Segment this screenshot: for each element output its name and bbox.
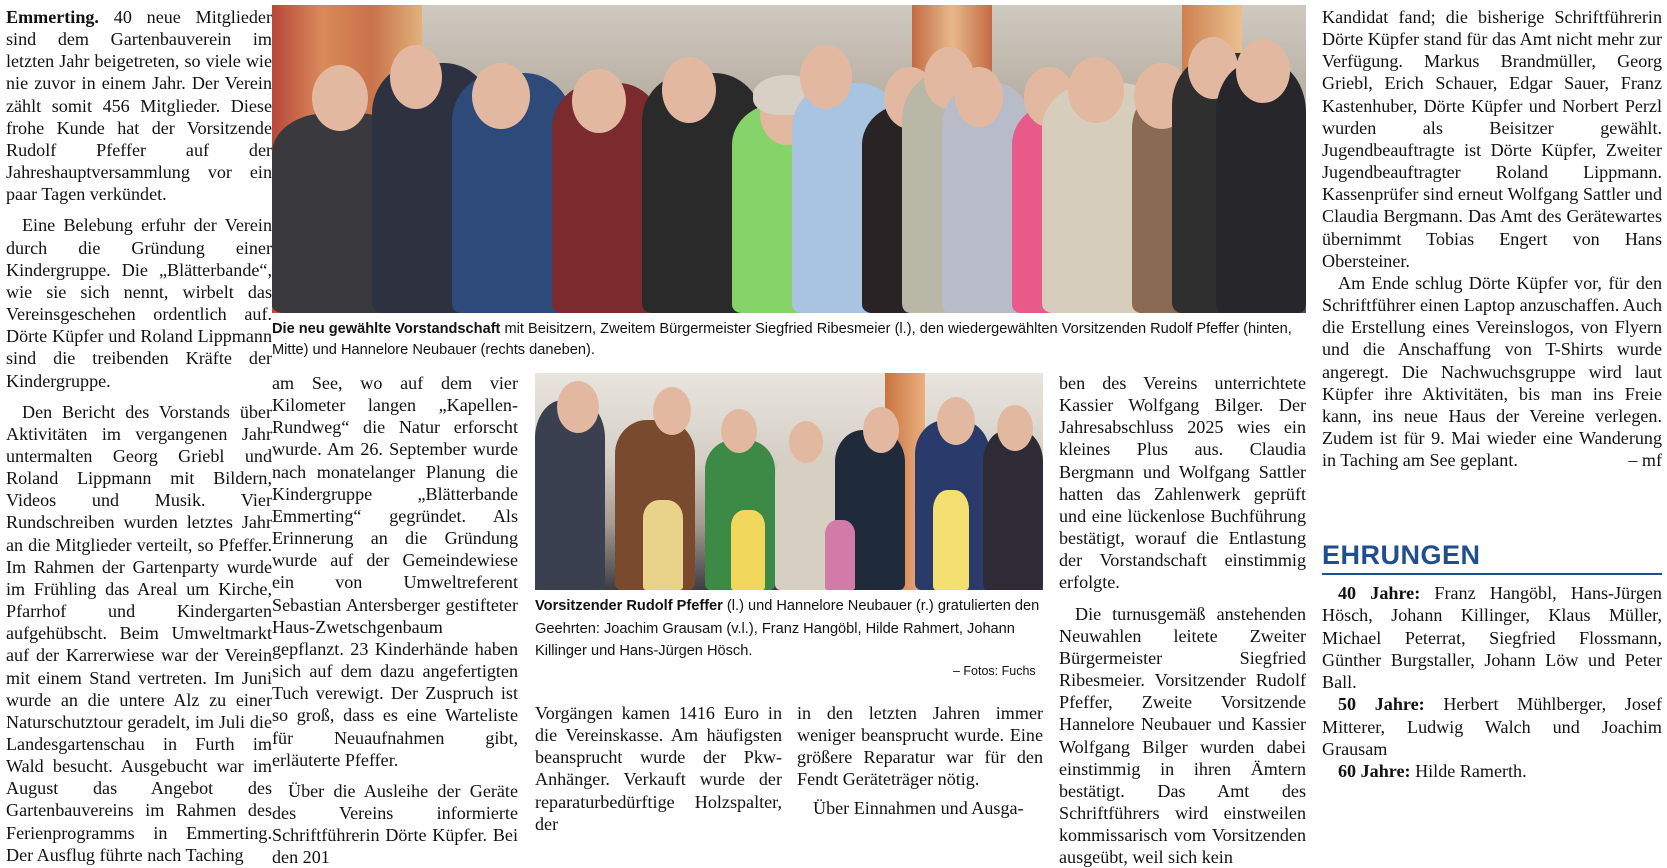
ehrungen-list	[1322, 582, 1662, 783]
ehrungen-rule	[1322, 573, 1662, 575]
article-column-5	[1059, 372, 1306, 868]
article-column-3	[535, 702, 782, 835]
paragraph: Die turnusgemäß anstehenden Neuwahlen leitete Zweiter Bürgermeister Siegfried Ribesmeier. Vorsitzender Rudolf Pfeffer, Zweite Vorsitzende Hannelore Neubauer und Kassier Wolfgang Bilger wurden dabei einstimmig in ihren Ämtern bestätigt. Das Amt des Schriftführers wird einstweilen kommissarisch vom Vorsitzenden ausgeübt, weil sich kein	[1059, 603, 1306, 868]
paragraph: Über die Ausleihe der Geräte des Vereins informierte Schriftführerin Dörte Küpfer. Bei den 201	[272, 780, 518, 868]
photo-credit: – Fotos: Fuchs	[953, 664, 1036, 678]
honor-60-years: 60 Jahre: Hilde Ramerth.	[1338, 761, 1527, 782]
article-column-6	[1322, 6, 1662, 471]
ehrungen-heading: EHRUNGEN	[1322, 540, 1481, 570]
author-sign: – mf	[1628, 450, 1662, 471]
paragraph: Am Ende schlug Dörte Küpfer vor, für den Schriftführer einen Laptop anzuschaffen. Auch die Erstellung eines Vereinslogos, von Flyern und die Anschaffung von T-Shirts wurde angeregt. Die Nachwuchsgruppe wird laut Küpfer ihre Aktivitäten, bis man ins Freie kann, ins neue Haus der Vereine verlegen. Zudem ist für 9. Mai wieder eine Wanderung in Taching am See geplant. – mf	[1322, 272, 1662, 471]
paragraph: am See, wo auf dem vier Kilometer langen „Kapellen-Rundweg“ die Natur erforscht wurde. Am 26. September wurde nach monatelanger Planung die Kindergruppe „Blätterbande Emmerting“ gegründet. Als Erinnerung an die Gründung wurde auf der Gemeindewiese ein von Umweltreferent Sebastian Antersberger gestifteter Haus-Zwetschgenbaum gepflanzt. 23 Kinderhände haben sich auf dem dazu angefertigten Tuch verewigt. Der Zuspruch ist so groß, dass es eine Warteliste für Neuaufnahmen gibt, erläuterte Pfeffer.	[272, 373, 518, 770]
honorees-photo	[535, 373, 1043, 590]
paragraph: in den letzten Jahren immer weniger beansprucht wurde. Eine größere Reparatur war für den Fendt Geräteträger nötig.	[797, 703, 1043, 790]
honor-50-years: 50 Jahre: Herbert Mühlberger, Josef Mitterer, Ludwig Walch und Joachim Grausam	[1322, 694, 1662, 760]
photo-caption-1: Die neu gewählte Vorstandschaft mit Beisitzern, Zweitem Bürgermeister Siegfried Ribesmeier (l.), den wiedergewählten Vorsitzenden Rudolf Pfeffer (hinten, Mitte) und Hannelore Neubauer (rechts daneben).	[272, 321, 1292, 358]
paragraph: Kandidat fand; die bisherige Schriftführerin Dörte Küpfer stand für das Amt nicht mehr zur Verfügung. Markus Brandmüller, Georg Griebl, Erich Schauer, Edgar Sauer, Franz Kastenhuber, Dörte Küpfer und Norbert Perzl wurden als Beisitzer gewählt. Jugendbeauftragte ist Dörte Küpfer, Zweiter Jugendbeauftragter Roland Lippmann. Kassenprüfer sind erneut Wolfgang Sattler und Claudia Bergmann. Das Amt des Gerätewartes übernimmt Tobias Engert von Hans Obersteiner.	[1322, 7, 1662, 271]
paragraph: Den Bericht des Vorstands über Aktivitäten im vergangenen Jahr untermalten Georg Griebl und Roland Lippmann mit Bildern, Videos und Musik. Vier Rundschreiben wurden letztes Jahr an die Mitglieder verteilt, so Pfeffer. Im Rahmen der Gartenparty wurde im Frühling das Areal um Kirche, Pfarrhof und Kindergarten aufgehübscht. Beim Umweltmarkt auf der Karrerwiese war der Verein mit einem Stand vertreten. Im Juni wurde an die untere Alz zu einer Naturschutztour geradelt, im Juli die Landesgartenschau in Furth im Wald besucht. Ausgebucht war im August das Angebot des Gartenbauvereins im Rahmen des Ferienprogramms in Emmerting. Der Ausflug führte nach Taching	[6, 401, 272, 865]
dateline: Emmerting.	[6, 7, 99, 27]
paragraph: Eine Belebung erfuhr der Verein durch die Gründung einer Kindergruppe. Die „Blätterbande“, wie sie sich nennt, wirbelt das Vereinsgeschehen ordentlich auf. Dörte Küpfer und Roland Lippmann sind die treibenden Kräfte der Kindergruppe.	[6, 215, 272, 391]
lead-paragraph: Emmerting. 40 neue Mitglieder sind dem Gartenbauverein im letzten Jahr beigetreten, so viele wie nie zuvor in einem Jahr. Der Verein zählt somit 456 Mitglieder. Diese frohe Kunde hat der Vorsitzende Rudolf Pfeffer auf der Jahreshauptversammlung vor ein paar Tagen verkündet.	[6, 7, 272, 205]
photo-caption-2: Vorsitzender Rudolf Pfeffer (l.) und Hannelore Neubauer (r.) gratulierten den Geehrten: Joachim Grausam (v.l.), Franz Hangöbl, Hilde Rahmert, Johann Killinger und Hans-Jürgen Hösch.	[535, 598, 1040, 659]
article-column-2	[272, 372, 518, 868]
article-column-4	[797, 702, 1043, 819]
article-column-1	[6, 6, 272, 866]
group-photo-board	[272, 5, 1306, 313]
paragraph: ben des Vereins unterrichtete Kassier Wolfgang Bilger. Der Jahresabschluss 2025 wies ein kleines Plus aus. Claudia Bergmann und Wolfgang Sattler hatten das Zahlenwerk geprüft und eine lückenlose Buchführung bestätigt, worauf die Entlastung der Vorstandschaft einstimmig erfolgte.	[1059, 373, 1306, 593]
paragraph: Vorgängen kamen 1416 Euro in die Vereinskasse. Am häufigsten beansprucht wurde der Pkw-Anhänger. Verkauft wurde der reparaturbedürftige Holzspalter, der	[535, 703, 782, 834]
paragraph: Über Einnahmen und Ausga-	[813, 797, 1024, 818]
honor-40-years: 40 Jahre: Franz Hangöbl, Hans-Jürgen Hösch, Johann Killinger, Klaus Müller, Michael Peterrat, Siegfried Flossmann, Günther Burgstaller, Johann Löw und Peter Ball.	[1322, 583, 1662, 693]
